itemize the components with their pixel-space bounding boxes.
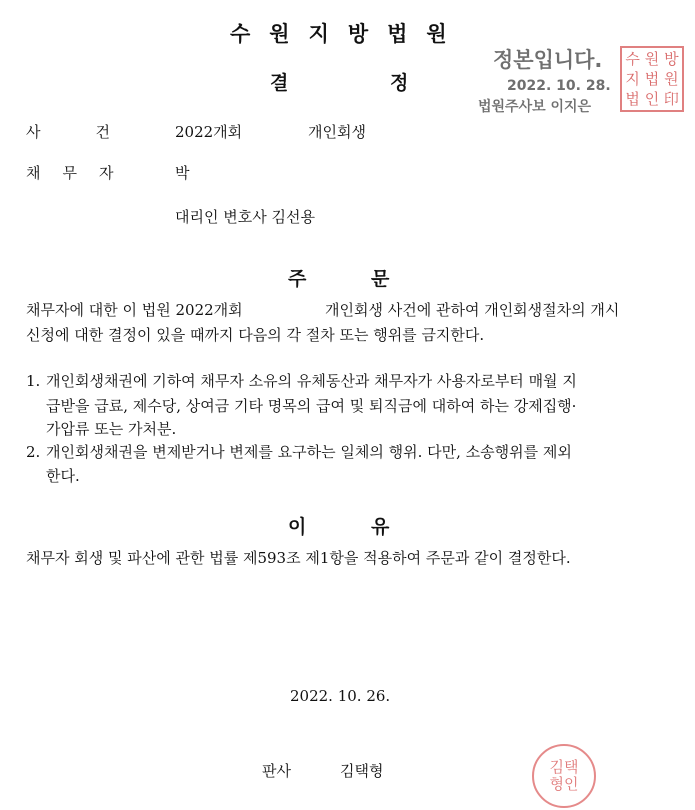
case-label: 사건 — [26, 123, 165, 141]
seal-char: 원 — [644, 50, 660, 68]
order-item-1-line-3: 가압류 또는 가처분. — [46, 420, 177, 438]
doc-type-char-1: 결 — [270, 72, 289, 94]
order-item-1-line-1: 개인회생채권에 기하여 채무자 소유의 유체동산과 채무자가 사용자로부터 매월 지 — [46, 372, 577, 390]
case-name: 개인회생 — [308, 123, 366, 141]
seal-char: 印 — [663, 90, 679, 108]
seal-char: 지 — [625, 70, 640, 88]
court-seal — [620, 46, 684, 112]
order-heading-char-1: 주 — [288, 268, 307, 290]
certified-copy-title: 정본입니다. — [493, 48, 603, 72]
debtor-label: 채무자 — [26, 164, 136, 182]
reason-heading-char-1: 이 — [288, 516, 307, 538]
doc-type-char-2: 정 — [390, 72, 409, 94]
certification-officer: 법원주사보 이지은 — [478, 99, 592, 115]
court-name: 수원지방법원 — [230, 22, 466, 46]
decision-date: 2022. 10. 26. — [290, 687, 391, 705]
order-intro-line2: 신청에 대한 결정이 있을 때까지 다음의 각 절차 또는 행위를 금지한다. — [26, 326, 485, 344]
seal-char: 방 — [664, 50, 679, 68]
judge-seal-text: 김택형인 — [549, 758, 579, 793]
order-intro-line1-rest: 개인회생 사건에 관하여 개인회생절차의 개시 — [325, 301, 620, 319]
order-heading-char-2: 문 — [371, 268, 390, 290]
seal-char: 원 — [664, 70, 679, 88]
order-item-2-line-1: 개인회생채권을 변제받거나 변제를 요구하는 일체의 행위. 다만, 소송행위를 제외 — [46, 443, 572, 461]
reason-heading-char-2: 유 — [371, 516, 390, 538]
seal-char: 법 — [644, 70, 660, 88]
seal-char: 수 — [625, 50, 640, 68]
judge-seal — [532, 744, 596, 808]
order-intro-line1: 채무자에 대한 이 법원 2022개회 — [26, 301, 243, 319]
order-item-2-number: 2. — [26, 443, 41, 461]
judge-name: 김택형 — [340, 762, 384, 780]
case-number: 2022개회 — [175, 123, 243, 141]
debtor-agent: 대리인 변호사 김선용 — [175, 208, 315, 226]
certification-date: 2022. 10. 28. — [507, 78, 611, 94]
order-item-1-number: 1. — [26, 372, 41, 390]
order-item-2-line-2: 한다. — [46, 467, 80, 485]
seal-char: 인 — [644, 90, 660, 108]
reason-text: 채무자 회생 및 파산에 관한 법률 제593조 제1항을 적용하여 주문과 같이 결정한다. — [26, 549, 571, 567]
debtor-name: 박 — [175, 164, 190, 182]
judge-label: 판사 — [262, 762, 291, 780]
order-item-1-line-2: 급받을 급료, 제수당, 상여금 기타 명목의 급여 및 퇴직금에 대하여 하는 강제집행· — [46, 397, 577, 415]
seal-char: 법 — [625, 90, 640, 108]
